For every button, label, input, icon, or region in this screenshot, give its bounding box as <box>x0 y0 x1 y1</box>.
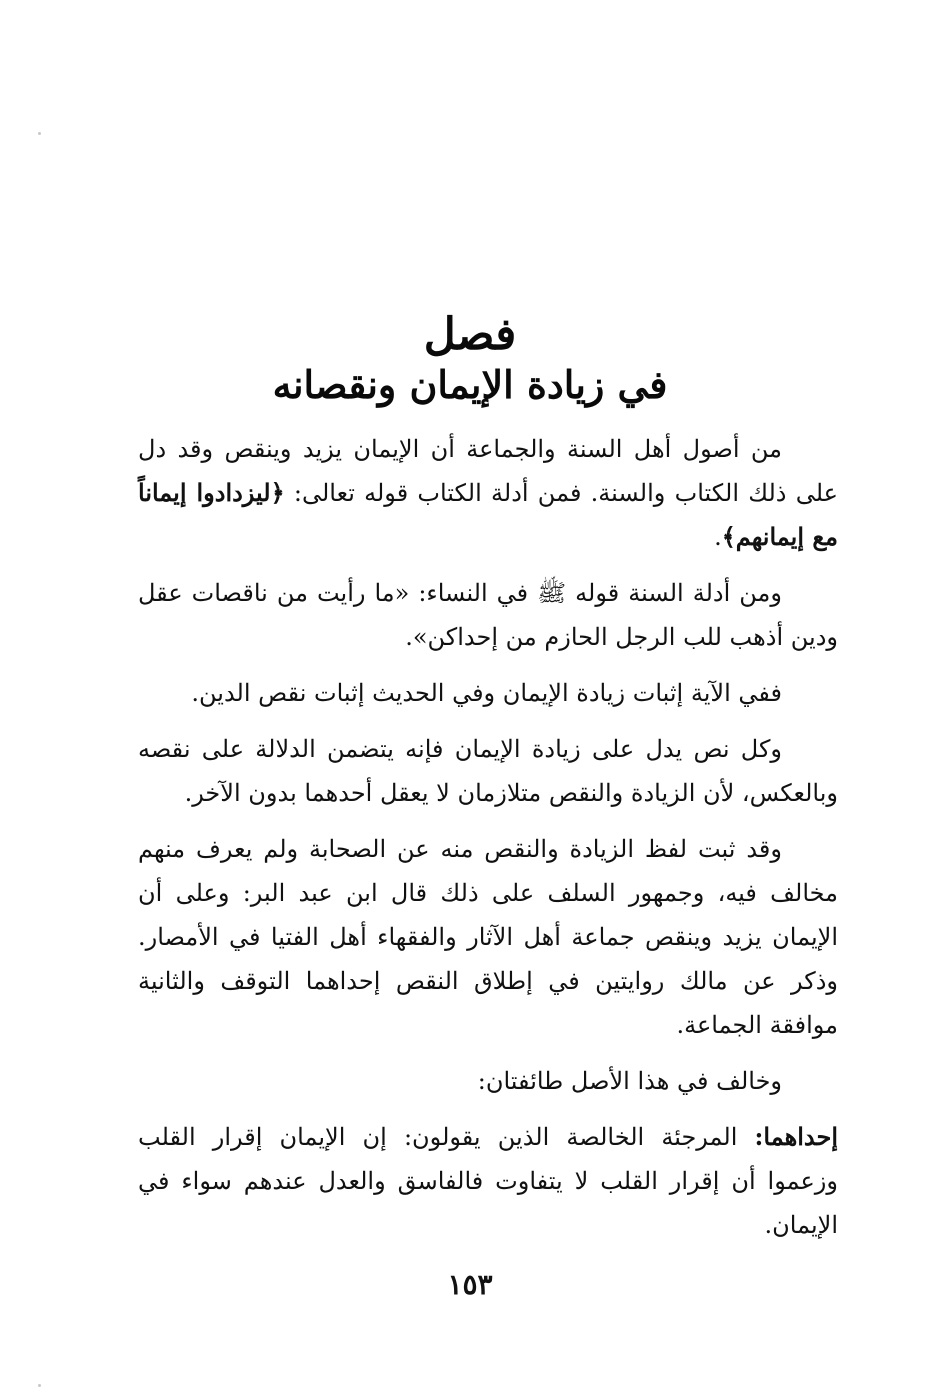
scan-speck <box>38 1384 41 1387</box>
paragraph-6: وخالف في هذا الأصل طائفتان: <box>477 1067 782 1095</box>
scan-speck <box>38 132 41 135</box>
chapter-subheading: في زيادة الإيمان ونقصانه <box>272 362 668 407</box>
paragraph-3: ففي الآية إثبات زيادة الإيمان وفي الحديث إثبات نقص الدين. <box>191 679 782 707</box>
paragraph-7-text: المرجئة الخالصة الذين يقولون: إن الإيمان إقرار القلب وزعموا أن إقرار القلب لا يتفاوت فالفاسق والعدل عندهم سواء في الإيمان. <box>138 1123 838 1239</box>
quran-quote: ﴿ليزدادوا إيماناً مع إيمانهم﴾ <box>138 478 838 551</box>
body-text <box>138 427 838 1259</box>
page-number: ١٥٣ <box>447 1268 493 1301</box>
paragraph-5: وقد ثبت لفظ الزيادة والنقص منه عن الصحابة ولم يعرف منهم مخالف فيه، وجمهور السلف على ذلك قال ابن عبد البر: وعلى أن الإيمان يزيد وينقص جماعة أهل الآثار والفقهاء أهل الفتيا في الأمصار. وذكر عن مالك روايتين في إطلاق النقص إحداهما التوقف والثانية موافقة الجماعة. <box>138 835 838 1039</box>
paragraph-1-end: . <box>714 523 722 551</box>
paragraph-1 <box>138 427 838 559</box>
paragraph-1-text: من أصول أهل السنة والجماعة أن الإيمان يزيد وينقص وقد دل على ذلك الكتاب والسنة. فمن أدلة الكتاب قوله تعالى: <box>138 435 838 507</box>
paragraph-4: وكل نص يدل على زيادة الإيمان فإنه يتضمن الدلالة على نقصه وبالعكس، لأن الزيادة والنقص متلازمان لا يعقل أحدهما بدون الآخر. <box>138 735 838 807</box>
chapter-heading: فصل <box>423 309 517 360</box>
paragraph-7 <box>138 1115 838 1247</box>
paragraph-7-lead: إحداهما: <box>754 1122 838 1151</box>
paragraph-2: ومن أدلة السنة قوله ﷺ في النساء: «ما رأيت من ناقصات عقل ودين أذهب للب الرجل الحازم من إحداكن». <box>138 579 838 651</box>
